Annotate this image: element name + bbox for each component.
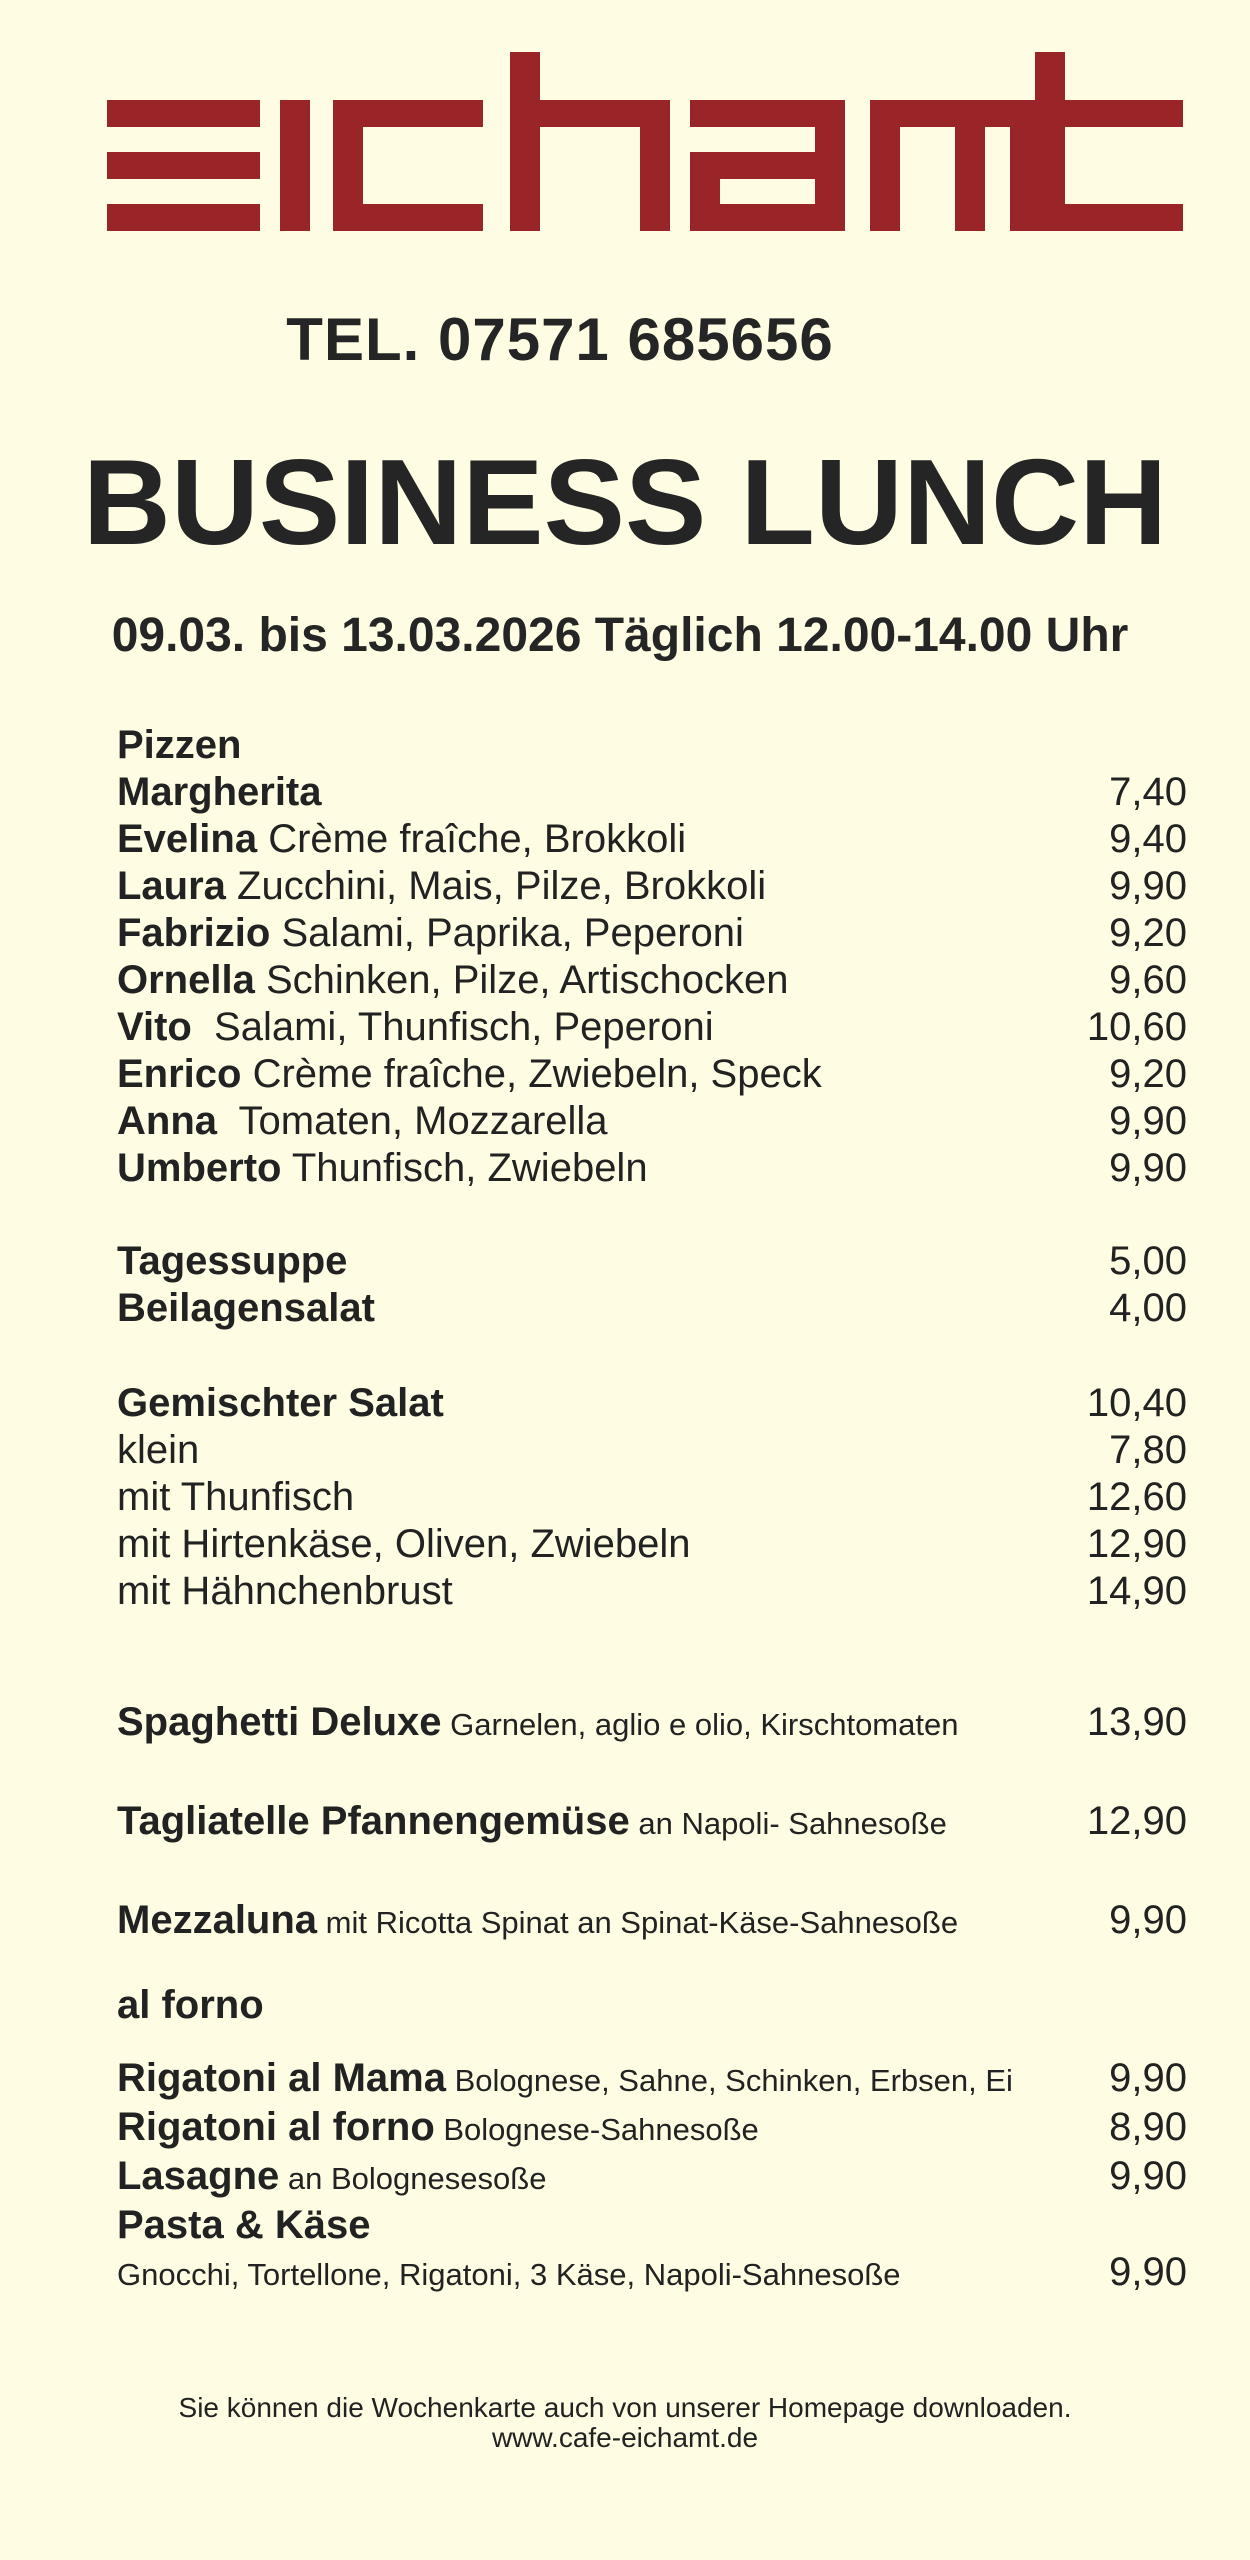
item-name: Evelina	[117, 817, 258, 861]
item-price: 9,90	[1109, 1099, 1187, 1143]
item-price: 10,60	[1086, 1005, 1187, 1049]
item-name: Rigatoni al forno	[117, 2105, 435, 2149]
item-description: Crème fraîche, Brokkoli	[257, 817, 687, 861]
item-description: Salami, Thunfisch, Peperoni	[191, 1005, 714, 1049]
menu-item	[117, 816, 1187, 863]
item-label	[117, 1693, 958, 1754]
item-price: 9,90	[1109, 1146, 1187, 1190]
menu-item	[117, 1380, 1187, 1427]
al-forno-section	[117, 2055, 1187, 2296]
item-name: Tagliatelle Pfannengemüse	[117, 1799, 630, 1843]
item-description: Crème fraîche, Zwiebeln, Speck	[241, 1052, 822, 1096]
menu-item	[117, 1238, 1187, 1285]
date-range: 09.03. bis 13.03.2026 Täglich 12.00-14.00 Uhr	[111, 609, 1129, 662]
variant-label: mit Hirtenkäse, Oliven, Zwiebeln	[117, 1522, 691, 1566]
item-name: Rigatoni al Mama	[117, 2056, 446, 2100]
item-label	[117, 2055, 1013, 2104]
item-description: Thunfisch, Zwiebeln	[281, 1146, 648, 1190]
menu-item	[117, 1693, 1187, 1754]
menu-item	[117, 2104, 1187, 2153]
item-price: 9,90	[1109, 2056, 1187, 2100]
phone-number: TEL. 07571 685656	[286, 306, 834, 373]
menu-item	[117, 1051, 1187, 1098]
menu-item	[117, 769, 1187, 816]
variant-label: mit Hähnchenbrust	[117, 1569, 453, 1613]
item-label	[117, 2104, 759, 2153]
website-url: www.cafe-eichamt.de	[491, 2422, 759, 2453]
menu-item	[117, 910, 1187, 957]
item-price: 7,40	[1109, 770, 1187, 814]
item-description: Tomaten, Mozzarella	[217, 1099, 608, 1143]
item-name: Lasagne	[117, 2154, 280, 2198]
item-label	[117, 1792, 947, 1853]
item-label	[117, 1051, 822, 1098]
item-name: Enrico	[117, 1052, 242, 1096]
item-label	[117, 1891, 958, 1952]
menu-item	[117, 1891, 1187, 1952]
item-label	[117, 957, 788, 1004]
item-label	[117, 2153, 546, 2202]
menu-item-variant	[117, 1427, 1187, 1474]
item-price: 13,90	[1086, 1700, 1187, 1744]
menu-item	[117, 1004, 1187, 1051]
item-name: Vito	[117, 1005, 192, 1049]
variant-label: mit Thunfisch	[117, 1475, 355, 1519]
eichamt-logo	[0, 0, 1250, 260]
item-name: Margherita	[117, 770, 322, 814]
item-price: 12,60	[1086, 1475, 1187, 1519]
item-price: 9,40	[1109, 817, 1187, 861]
salat-section	[117, 1380, 1187, 1615]
item-name: Spaghetti Deluxe	[117, 1700, 442, 1744]
item-name: Tagessuppe	[117, 1239, 348, 1283]
variant-label: klein	[117, 1428, 200, 1472]
item-name: Beilagensalat	[117, 1286, 375, 1330]
item-label	[117, 1098, 608, 1145]
item-price: 8,90	[1109, 2105, 1187, 2149]
item-label	[117, 769, 322, 816]
pizzen-section	[117, 722, 1187, 1192]
item-name: Umberto	[117, 1146, 282, 1190]
item-description: Bolognese, Sahne, Schinken, Erbsen, Ei	[445, 2063, 1013, 2098]
item-price: 5,00	[1109, 1239, 1187, 1283]
footer	[0, 2393, 1250, 2453]
menu-item-variant	[117, 1474, 1187, 1521]
item-price: 12,90	[1086, 1522, 1187, 1566]
item-description: Garnelen, aglio e olio, Kirschtomaten	[441, 1707, 959, 1742]
item-description: Gnocchi, Tortellone, Rigatoni, 3 Käse, Napoli-Sahnesoße	[117, 2257, 901, 2292]
item-name: Gemischter Salat	[117, 1381, 444, 1425]
section-title-pizzen: Pizzen	[117, 723, 242, 767]
item-name: Pasta & Käse	[117, 2203, 371, 2247]
menu-item	[117, 863, 1187, 910]
item-price: 12,90	[1086, 1799, 1187, 1843]
item-price: 7,80	[1109, 1428, 1187, 1472]
menu-item	[117, 1792, 1187, 1853]
item-name: Laura	[117, 864, 226, 908]
item-name: Mezzaluna	[117, 1898, 318, 1942]
menu-item-variant	[117, 1568, 1187, 1615]
item-price: 9,60	[1109, 958, 1187, 1002]
item-price: 9,90	[1109, 1898, 1187, 1942]
menu-item	[117, 1285, 1187, 1332]
page-title: BUSINESS LUNCH	[82, 434, 1168, 570]
menu-item	[117, 2249, 1187, 2296]
item-description: an Bolognesesoße	[279, 2161, 547, 2196]
menu	[117, 722, 1187, 2296]
item-description: an Napoli- Sahnesoße	[629, 1806, 947, 1841]
footer-note: Sie können die Wochenkarte auch von unserer Homepage downloaden.	[178, 2392, 1072, 2423]
menu-item	[117, 2153, 1187, 2202]
item-price: 9,90	[1109, 864, 1187, 908]
item-label	[117, 1238, 347, 1285]
item-description: Salami, Paprika, Peperoni	[270, 911, 744, 955]
item-name: Fabrizio	[117, 911, 271, 955]
item-name: Ornella	[117, 958, 255, 1002]
menu-item	[117, 1098, 1187, 1145]
menu-item	[117, 2055, 1187, 2104]
item-description: Bolognese-Sahnesoße	[434, 2112, 759, 2147]
section-title-al-forno: al forno	[117, 1983, 264, 2027]
item-label	[117, 1004, 714, 1051]
item-label	[117, 1145, 648, 1192]
item-price: 9,20	[1109, 911, 1187, 955]
item-price: 9,90	[1109, 2154, 1187, 2198]
extras-section	[117, 1238, 1187, 1332]
item-price: 9,20	[1109, 1052, 1187, 1096]
item-label	[117, 910, 744, 957]
item-name: Anna	[117, 1099, 217, 1143]
item-price: 14,90	[1086, 1569, 1187, 1613]
item-price: 10,40	[1086, 1381, 1187, 1425]
menu-item	[117, 1145, 1187, 1192]
item-label	[117, 816, 686, 863]
pasta-section	[117, 1693, 1187, 1952]
item-label	[117, 1285, 375, 1332]
item-price: 9,90	[1109, 2250, 1187, 2294]
menu-item-variant	[117, 1521, 1187, 1568]
item-description: Zucchini, Mais, Pilze, Brokkoli	[225, 864, 767, 908]
item-description: mit Ricotta Spinat an Spinat-Käse-Sahnesoße	[317, 1905, 959, 1940]
item-label	[117, 863, 766, 910]
item-description: Schinken, Pilze, Artischocken	[254, 958, 789, 1002]
menu-item	[117, 957, 1187, 1004]
item-price: 4,00	[1109, 1286, 1187, 1330]
